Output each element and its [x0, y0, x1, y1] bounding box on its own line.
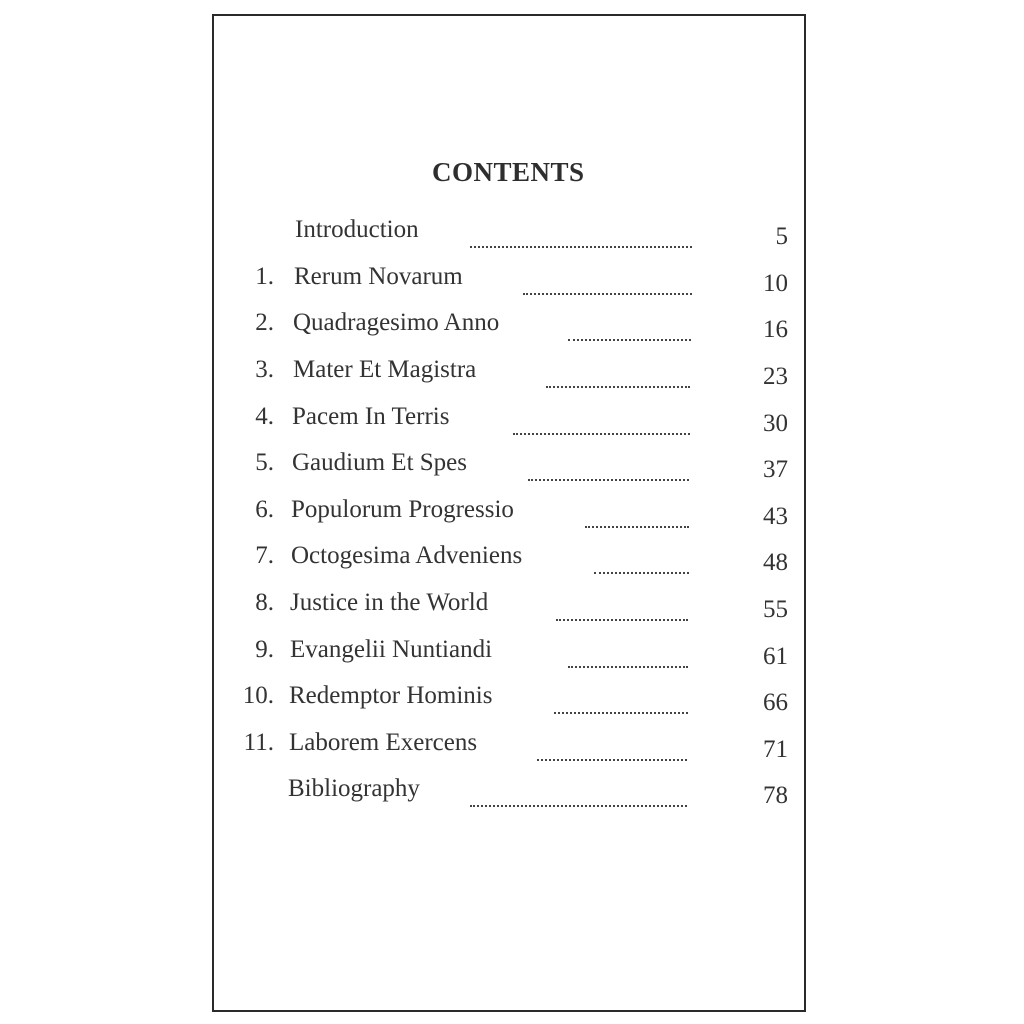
entry-number: 3. — [255, 356, 274, 383]
dot-leader — [470, 775, 687, 807]
entry-title: Gaudium Et Spes — [292, 449, 467, 476]
entry-page-number: 30 — [763, 410, 788, 437]
entry-page-number: 43 — [763, 503, 788, 530]
page-title: CONTENTS — [432, 157, 585, 187]
entry-number: 4. — [255, 403, 274, 430]
dot-leader — [585, 496, 689, 528]
entry-title: Populorum Progressio — [291, 496, 514, 523]
entry-number: 9. — [255, 636, 274, 663]
toc-entry — [0, 636, 1024, 672]
entry-title: Justice in the World — [290, 589, 489, 616]
entry-title: Pacem In Terris — [292, 403, 450, 430]
toc-entry — [0, 542, 1024, 578]
entry-number: 6. — [255, 496, 274, 523]
entry-title: Mater Et Magistra — [293, 356, 477, 383]
dot-leader — [568, 636, 688, 668]
dot-leader — [523, 263, 692, 295]
toc-entry — [0, 682, 1024, 718]
toc-entry — [0, 729, 1024, 765]
dot-leader — [470, 216, 692, 248]
entry-number: 8. — [255, 589, 274, 616]
entry-number: 10. — [242, 682, 274, 709]
dot-leader — [568, 309, 691, 341]
dot-leader — [594, 542, 689, 574]
entry-title: Evangelii Nuntiandi — [290, 636, 493, 663]
entry-page-number: 16 — [763, 316, 788, 343]
dot-leader — [556, 589, 688, 621]
entry-page-number: 78 — [763, 782, 788, 809]
entry-number: 5. — [255, 449, 274, 476]
entry-title: Rerum Novarum — [294, 263, 463, 290]
toc-entry — [0, 775, 1024, 811]
entry-title: Laborem Exercens — [289, 729, 478, 756]
entry-title: Quadragesimo Anno — [293, 309, 500, 336]
dot-leader — [554, 682, 688, 714]
dot-leader — [537, 729, 687, 761]
toc-entry — [0, 403, 1024, 439]
toc-entry — [0, 216, 1024, 252]
toc-entry — [0, 356, 1024, 392]
entry-page-number: 23 — [763, 363, 788, 390]
toc-entry — [0, 449, 1024, 485]
entry-title: Octogesima Adveniens — [291, 542, 523, 569]
dot-leader — [513, 403, 690, 435]
dot-leader — [546, 356, 690, 388]
entry-number: 11. — [243, 729, 274, 756]
entry-title: Introduction — [295, 216, 419, 243]
entry-number: 2. — [255, 309, 274, 336]
entry-page-number: 55 — [763, 596, 788, 623]
entry-number: 1. — [255, 263, 274, 290]
entry-title: Redemptor Hominis — [289, 682, 493, 709]
entry-page-number: 71 — [763, 736, 788, 763]
entry-page-number: 61 — [763, 643, 788, 670]
entry-number: 7. — [255, 542, 274, 569]
toc-entry — [0, 263, 1024, 299]
entry-page-number: 10 — [763, 270, 788, 297]
entry-page-number: 37 — [763, 456, 788, 483]
entry-page-number: 66 — [763, 689, 788, 716]
entry-title: Bibliography — [288, 775, 420, 802]
toc-entry — [0, 309, 1024, 345]
dot-leader — [528, 449, 689, 481]
entry-page-number: 48 — [763, 549, 788, 576]
entry-page-number: 5 — [775, 223, 788, 250]
toc-entry — [0, 589, 1024, 625]
toc-entry — [0, 496, 1024, 532]
